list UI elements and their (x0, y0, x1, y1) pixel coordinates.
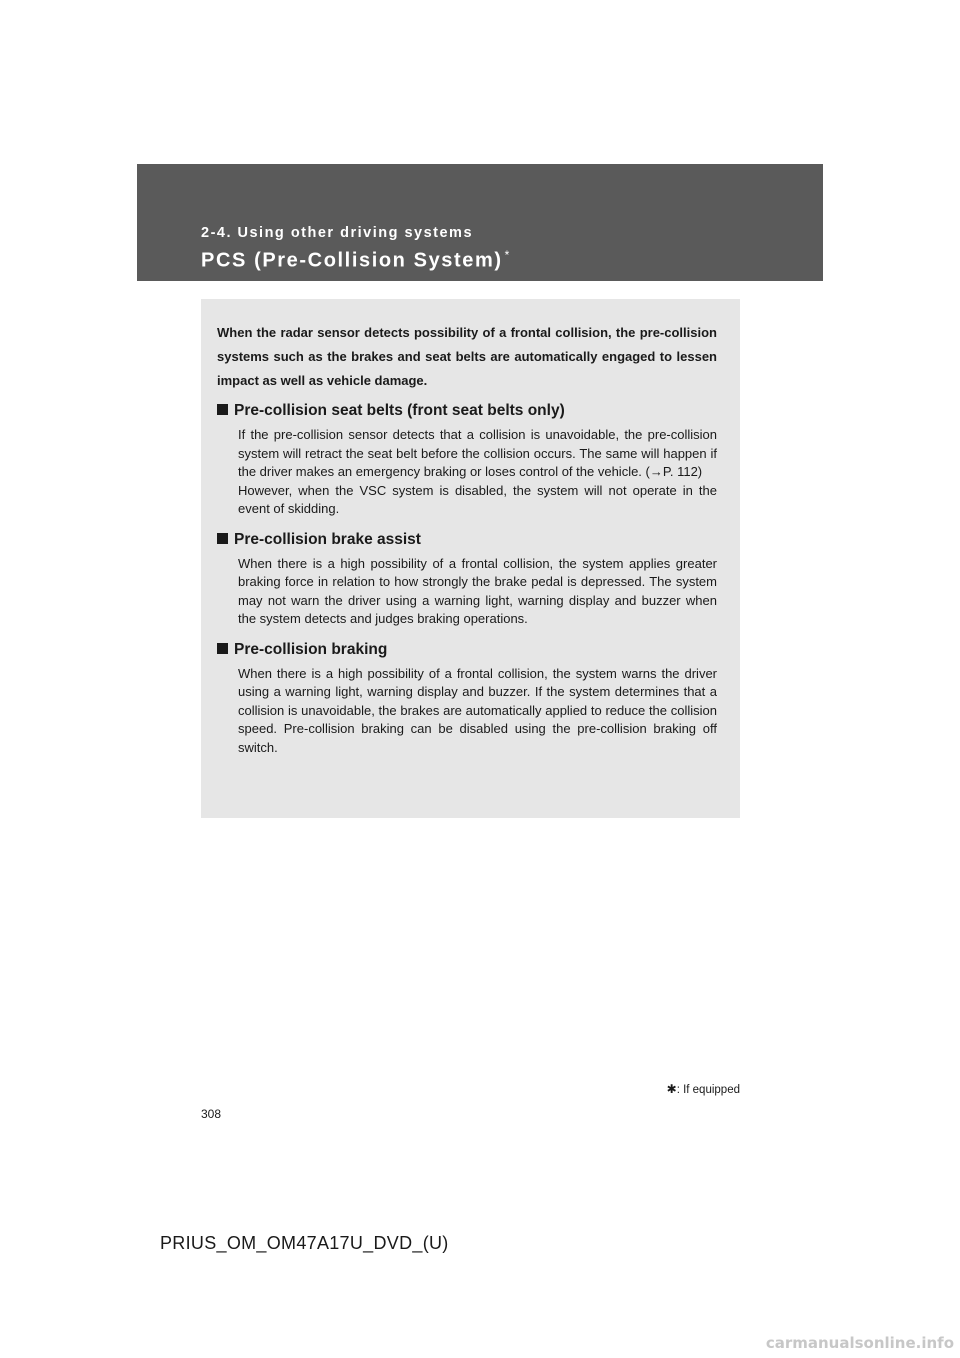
paragraph: However, when the VSC system is disabled, the system will not operate in the event of skidding. (238, 482, 717, 516)
content-box (201, 299, 740, 818)
paragraph: When there is a high possibility of a frontal collision, the system warns the driver using a warning light, warning display and buzzer. If the system determines that a collision is unavoidable, the brakes are automatically applied to reduce the collision speed. Pre-collision braking can be disabled using the pre-collision braking off switch. (238, 665, 717, 755)
header-band (137, 164, 823, 281)
section-body (238, 555, 717, 629)
section-heading (217, 400, 717, 422)
section-seat-belts (217, 400, 717, 519)
page-title-text: PCS (Pre-Collision System) (201, 249, 503, 272)
paragraph: If the pre-collision sensor detects that a collision is unavoidable, the pre-collision system will retract the seat belt before the collision occurs. The same will happen if the driver makes an emergency braking or loses control of the vehicle. (→P. 112) (238, 427, 717, 479)
page-title (201, 248, 509, 273)
section-heading-text: Pre-collision brake assist (234, 530, 421, 548)
section-body (238, 665, 717, 758)
footnote-text: : If equipped (676, 1084, 740, 1096)
footnote (667, 1082, 740, 1096)
section-heading-text: Pre-collision braking (234, 640, 388, 658)
square-bullet-icon (217, 404, 228, 415)
watermark: carmanualsonline.info (765, 1334, 954, 1352)
section-label: 2-4. Using other driving systems (201, 225, 474, 241)
equipped-mark: * (504, 248, 510, 262)
section-heading-text: Pre-collision seat belts (front seat belts only) (234, 402, 565, 419)
section-heading (217, 639, 717, 661)
section-brake-assist (217, 529, 717, 629)
section-heading (217, 529, 717, 551)
paragraph: When there is a high possibility of a frontal collision, the system applies greater braking force in relation to how strongly the brake pedal is depressed. The system may not warn the driver using a warning light, warning display and buzzer when the system detects and judges braking operations. (238, 555, 717, 626)
asterisk-icon: ✱ (666, 1082, 677, 1096)
intro-text: When the radar sensor detects possibility of a frontal collision, the pre-collision systems such as the brakes and seat belts are automatically engaged to lessen impact as well as vehicle damage. (217, 325, 717, 388)
document-code: PRIUS_OM_OM47A17U_DVD_(U) (160, 1233, 449, 1253)
section-braking (217, 639, 717, 758)
square-bullet-icon (217, 643, 228, 654)
section-body (238, 426, 717, 519)
square-bullet-icon (217, 533, 228, 544)
page-number: 308 (201, 1107, 222, 1121)
